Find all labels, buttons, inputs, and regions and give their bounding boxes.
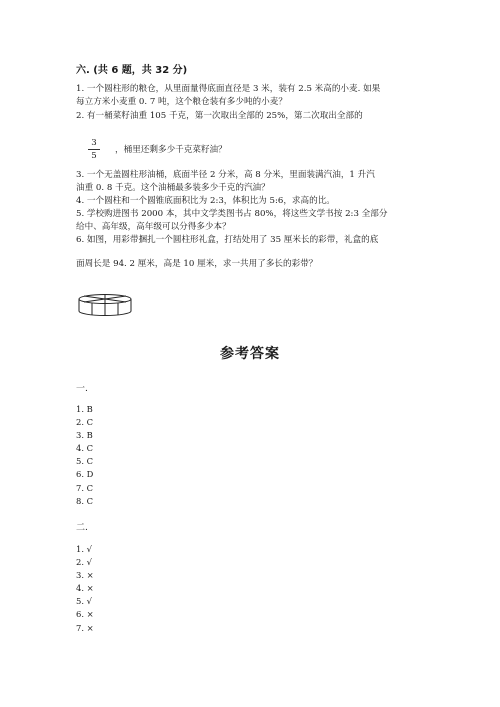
answer-key-title: 参考答案 [220, 346, 280, 362]
answer-part-2-label: 二. [76, 523, 88, 533]
question-4: 4. 一个圆柱和一个圆锥底面积比为 2:3，体积比为 5:6，求高的比。 [76, 196, 335, 206]
question-3-line-1: 3. 一个无盖圆柱形油桶，底面半径 2 分米，高 8 分米，里面装满汽油，1 升汽 [76, 170, 375, 180]
answer-item: 6. × [76, 609, 94, 620]
question-1-line-2: 每立方米小麦重 0. 7 吨，这个粮仓装有多少吨的小麦？ [76, 97, 287, 107]
fraction-bar [88, 149, 100, 150]
answer-item: 7. C [76, 482, 94, 493]
fraction-three-fifths [88, 138, 100, 161]
fraction-numerator: 3 [91, 138, 97, 148]
answer-item: 2. C [76, 417, 94, 428]
answer-part-1-label: 一. [76, 384, 88, 394]
answer-item: 1. √ [76, 544, 92, 554]
answer-part-1-list [76, 403, 93, 508]
question-2-line-2: ，桶里还剩多少千克菜籽油？ [115, 145, 227, 155]
section-title: 六. (共 6 题，共 32 分) [76, 65, 188, 76]
question-5-line-1: 5. 学校购进图书 2000 本，其中文学类图书占 80%，将这些文学书按 2:3 全部分 [76, 209, 388, 219]
answer-item: 4. × [76, 583, 94, 594]
fraction-denominator: 5 [91, 151, 97, 161]
answer-item: 6. D [76, 469, 94, 480]
answer-item: 4. C [76, 443, 94, 454]
question-3-line-2: 油重 0. 8 千克。这个油桶最多装多少千克的汽油？ [76, 183, 270, 193]
answer-item: 1. B [76, 404, 93, 414]
answer-item: 3. B [76, 430, 93, 441]
answer-item: 5. √ [76, 596, 92, 607]
question-2-line-1: 2. 有一桶菜籽油重 105 千克，第一次取出全部的 25%，第二次取出全部的 [76, 111, 363, 121]
answer-item: 7. × [76, 622, 94, 633]
answer-item: 8. C [76, 495, 94, 506]
answer-item: 2. √ [76, 557, 92, 568]
question-5-line-2: 给中、高年级，高年级可以分得多少本？ [76, 222, 231, 232]
question-1-line-1: 1. 一个圆柱形的粮仓，从里面量得底面直径是 3 米，装有 2.5 米高的小麦. 如果 [76, 84, 381, 94]
answer-item: 3. × [76, 570, 94, 581]
cylinder-gift-box-figure [76, 292, 136, 318]
answer-item: 5. C [76, 456, 94, 467]
question-6-line-2: 面周长是 94. 2 厘米，高是 10 厘米，求一共用了多长的彩带？ [76, 259, 318, 269]
answer-part-2-list [76, 543, 94, 635]
question-6-line-1: 6. 如图，用彩带捆扎一个圆柱形礼盒，打结处用了 35 厘米长的彩带，礼盒的底 [76, 235, 379, 245]
